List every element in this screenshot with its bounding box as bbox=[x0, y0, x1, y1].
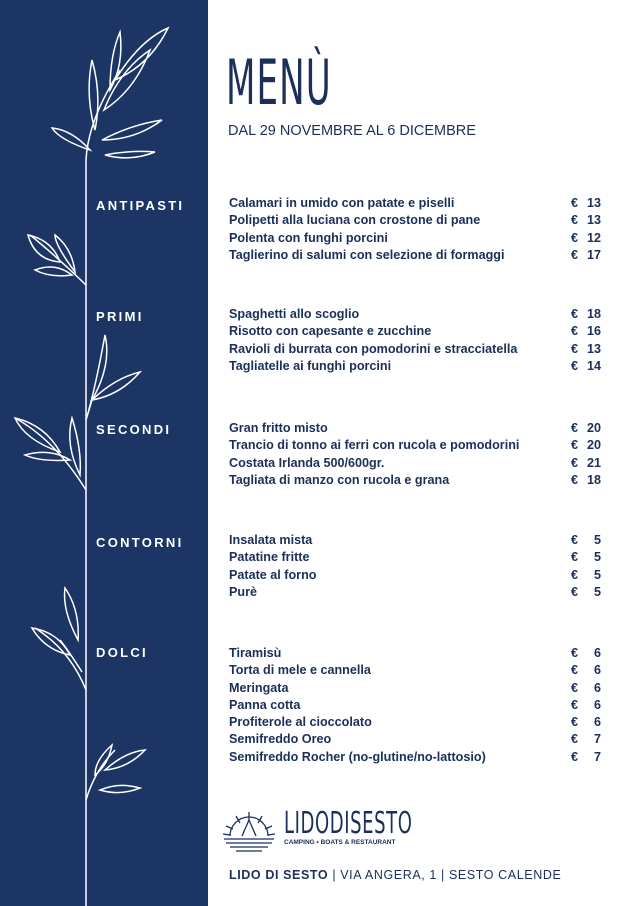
menu-item bbox=[229, 212, 601, 229]
menu-item-name: Semifreddo Oreo bbox=[229, 732, 332, 747]
menu-item-name: Calamari in umido con patate e piselli bbox=[229, 196, 455, 210]
currency-symbol: € bbox=[571, 697, 579, 712]
price-value: 6 bbox=[593, 715, 601, 730]
currency-symbol: € bbox=[571, 663, 579, 678]
menu-item-name: Semifreddo Rocher (no-glutine/no-lattosio) bbox=[229, 749, 486, 764]
menu-section-primi bbox=[229, 306, 601, 375]
menu-item-price bbox=[571, 455, 601, 472]
menu-item bbox=[229, 532, 601, 549]
price-value: 6 bbox=[593, 680, 601, 695]
menu-item-price bbox=[571, 420, 601, 437]
currency-symbol: € bbox=[571, 472, 579, 487]
price-value: 21 bbox=[586, 455, 601, 470]
menu-item bbox=[229, 697, 601, 714]
menu-item-price bbox=[571, 584, 601, 601]
address bbox=[229, 868, 561, 882]
price-value: 12 bbox=[586, 230, 601, 245]
currency-symbol: € bbox=[571, 584, 579, 599]
price-value: 5 bbox=[593, 550, 601, 565]
menu-section-secondi bbox=[229, 420, 601, 489]
menu-item bbox=[229, 195, 601, 212]
price-value: 5 bbox=[593, 567, 601, 582]
menu-item bbox=[229, 420, 601, 437]
menu-item-price bbox=[571, 306, 601, 323]
menu-item-name: Panna cotta bbox=[229, 697, 301, 712]
menu-item-name: Tagliata di manzo con rucola e grana bbox=[229, 472, 450, 487]
menu-item-name: Tagliatelle ai funghi porcini bbox=[229, 358, 392, 373]
menu-item-price bbox=[571, 645, 601, 662]
section-label-antipasti: ANTIPASTI bbox=[96, 198, 185, 213]
menu-item-name: Taglierino di salumi con selezione di formaggi bbox=[229, 247, 505, 262]
menu-item-name: Tiramisù bbox=[229, 646, 282, 660]
date-range: DAL 29 NOVEMBRE AL 6 DICEMBRE bbox=[228, 123, 476, 139]
menu-item bbox=[229, 749, 601, 766]
price-value: 13 bbox=[586, 341, 601, 356]
price-value: 6 bbox=[593, 646, 601, 660]
menu-item-price bbox=[571, 323, 601, 340]
price-value: 5 bbox=[593, 533, 601, 547]
menu-section-contorni bbox=[229, 532, 601, 601]
currency-symbol: € bbox=[571, 341, 579, 356]
menu-item-name: Torta di mele e cannella bbox=[229, 663, 371, 678]
price-value: 20 bbox=[586, 421, 601, 435]
menu-item-name: Patate al forno bbox=[229, 567, 317, 582]
menu-item bbox=[229, 472, 601, 489]
menu-item-price bbox=[571, 472, 601, 489]
menu-item-name: Insalata mista bbox=[229, 533, 313, 547]
currency-symbol: € bbox=[571, 213, 579, 228]
menu-item bbox=[229, 714, 601, 731]
menu-item-price bbox=[571, 549, 601, 566]
menu-item bbox=[229, 549, 601, 566]
price-value: 6 bbox=[593, 663, 601, 678]
menu-item-name: Spaghetti allo scoglio bbox=[229, 307, 360, 321]
menu-item-name: Profiterole al cioccolato bbox=[229, 715, 372, 730]
currency-symbol: € bbox=[571, 421, 579, 435]
menu-item bbox=[229, 645, 601, 662]
menu-item-name: Meringata bbox=[229, 680, 289, 695]
menu-item-name: Gran fritto misto bbox=[229, 421, 328, 435]
menu-item-name: Patatine fritte bbox=[229, 550, 310, 565]
section-label-contorni: CONTORNI bbox=[96, 535, 184, 550]
currency-symbol: € bbox=[571, 749, 579, 764]
menu-item-name: Trancio di tonno ai ferri con rucola e pomodorini bbox=[229, 438, 520, 453]
menu-item bbox=[229, 306, 601, 323]
menu-item bbox=[229, 341, 601, 358]
currency-symbol: € bbox=[571, 307, 579, 321]
menu-item-price bbox=[571, 714, 601, 731]
currency-symbol: € bbox=[571, 732, 579, 747]
price-value: 20 bbox=[586, 438, 601, 453]
menu-item-price bbox=[571, 195, 601, 212]
address-name: LIDO DI SESTO bbox=[229, 868, 329, 882]
menu-item-price bbox=[571, 532, 601, 549]
section-label-primi: PRIMI bbox=[96, 309, 144, 324]
logo-wordmark: LIDODISESTO bbox=[284, 806, 413, 841]
menu-item-price bbox=[571, 230, 601, 247]
price-value: 17 bbox=[586, 247, 601, 262]
currency-symbol: € bbox=[571, 196, 579, 210]
currency-symbol: € bbox=[571, 715, 579, 730]
section-label-secondi: SECONDI bbox=[96, 422, 172, 437]
menu-item-name: Polenta con funghi porcini bbox=[229, 230, 388, 245]
menu-item-price bbox=[571, 358, 601, 375]
price-value: 13 bbox=[586, 196, 601, 210]
address-details: | VIA ANGERA, 1 | SESTO CALENDE bbox=[328, 868, 562, 882]
currency-symbol: € bbox=[571, 680, 579, 695]
menu-item-price bbox=[571, 341, 601, 358]
menu-item-name: Risotto con capesante e zucchine bbox=[229, 324, 432, 339]
currency-symbol: € bbox=[571, 438, 579, 453]
price-value: 14 bbox=[586, 358, 601, 373]
menu-item bbox=[229, 230, 601, 247]
sun-logo-icon bbox=[222, 808, 276, 852]
olive-branch-icon bbox=[0, 0, 208, 906]
decorative-side-panel bbox=[0, 0, 208, 906]
price-value: 7 bbox=[593, 732, 601, 747]
menu-item-price bbox=[571, 680, 601, 697]
menu-item-price bbox=[571, 662, 601, 679]
price-value: 13 bbox=[586, 213, 601, 228]
currency-symbol: € bbox=[571, 646, 579, 660]
price-value: 7 bbox=[593, 749, 601, 764]
menu-item-name: Polipetti alla luciana con crostone di pane bbox=[229, 213, 481, 228]
price-value: 5 bbox=[593, 584, 601, 599]
menu-item-name: Purè bbox=[229, 584, 257, 599]
menu-item bbox=[229, 567, 601, 584]
currency-symbol: € bbox=[571, 230, 579, 245]
menu-item-price bbox=[571, 749, 601, 766]
menu-item bbox=[229, 247, 601, 264]
menu-item-price bbox=[571, 697, 601, 714]
menu-item-price bbox=[571, 567, 601, 584]
menu-item bbox=[229, 358, 601, 375]
currency-symbol: € bbox=[571, 533, 579, 547]
menu-item-price bbox=[571, 437, 601, 454]
menu-item bbox=[229, 437, 601, 454]
currency-symbol: € bbox=[571, 455, 579, 470]
section-label-dolci: DOLCI bbox=[96, 645, 148, 660]
page-title: MENÙ bbox=[226, 46, 332, 119]
menu-section-dolci bbox=[229, 645, 601, 766]
currency-symbol: € bbox=[571, 358, 579, 373]
currency-symbol: € bbox=[571, 247, 579, 262]
logo-tagline: CAMPING • BOATS & RESTAURANT bbox=[284, 839, 396, 846]
menu-item-name: Costata Irlanda 500/600gr. bbox=[229, 455, 385, 470]
currency-symbol: € bbox=[571, 550, 579, 565]
restaurant-logo bbox=[222, 808, 498, 852]
price-value: 18 bbox=[586, 307, 601, 321]
menu-item bbox=[229, 323, 601, 340]
currency-symbol: € bbox=[571, 324, 579, 339]
price-value: 18 bbox=[586, 472, 601, 487]
currency-symbol: € bbox=[571, 567, 579, 582]
menu-item bbox=[229, 731, 601, 748]
price-value: 16 bbox=[586, 324, 601, 339]
menu-item bbox=[229, 680, 601, 697]
menu-item bbox=[229, 662, 601, 679]
menu-item-price bbox=[571, 247, 601, 264]
menu-item-price bbox=[571, 731, 601, 748]
menu-section-antipasti bbox=[229, 195, 601, 264]
menu-item bbox=[229, 455, 601, 472]
price-value: 6 bbox=[593, 697, 601, 712]
menu-item-name: Ravioli di burrata con pomodorini e stracciatella bbox=[229, 341, 518, 356]
menu-item bbox=[229, 584, 601, 601]
menu-item-price bbox=[571, 212, 601, 229]
